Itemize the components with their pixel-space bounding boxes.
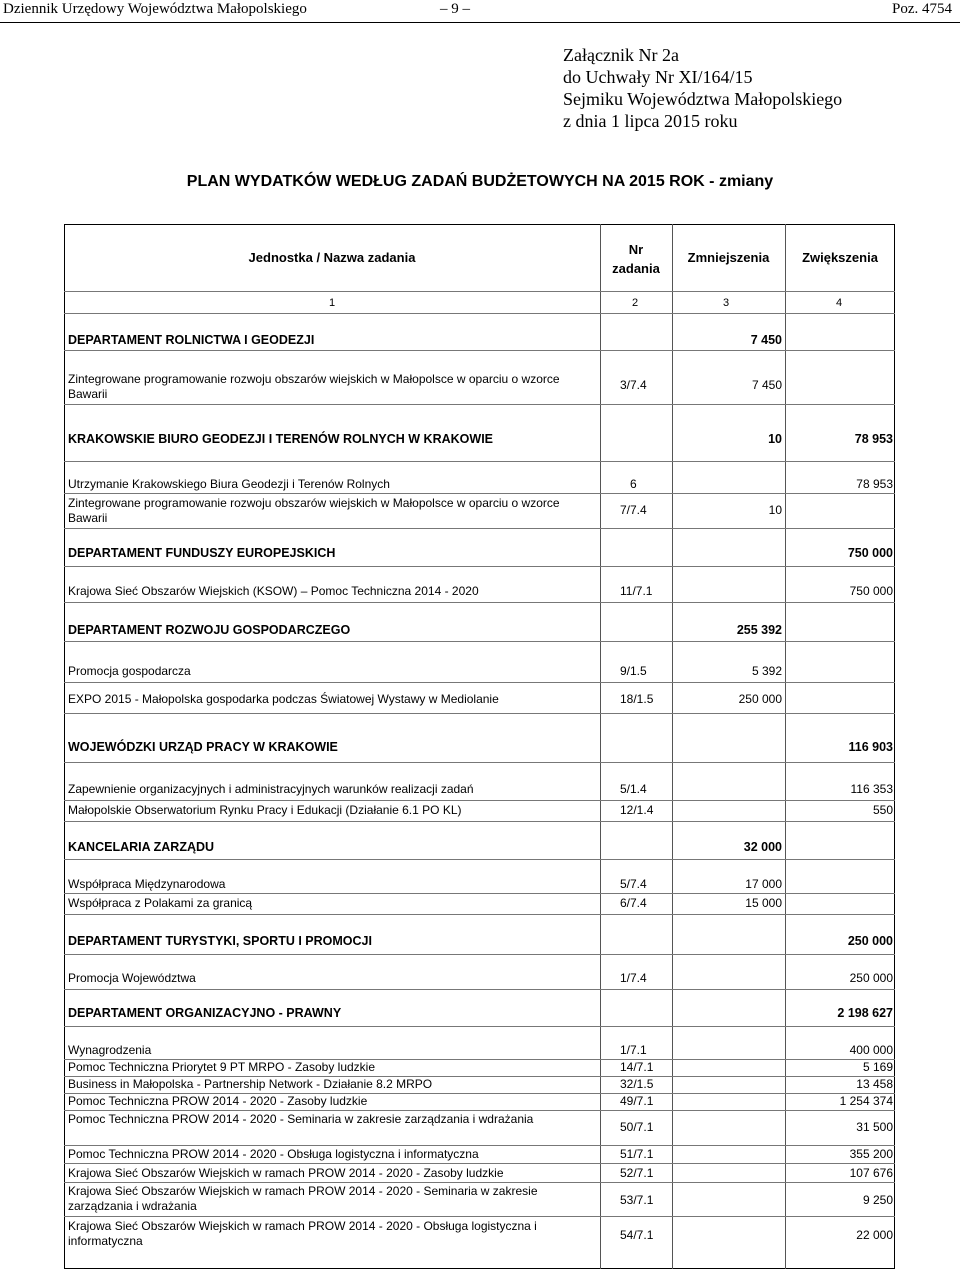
task-number: 5/1.4 bbox=[620, 782, 647, 796]
increase-value: 400 000 bbox=[849, 1043, 893, 1057]
decrease-value: 32 000 bbox=[743, 840, 782, 854]
row-divider bbox=[64, 493, 895, 494]
department-name: DEPARTAMENT ORGANIZACYJNO - PRAWNY bbox=[68, 1006, 342, 1020]
increase-value: 2 198 627 bbox=[837, 1006, 893, 1020]
department-name: DEPARTAMENT ROZWOJU GOSPODARCZEGO bbox=[68, 623, 351, 637]
task-name: Małopolskie Obserwatorium Rynku Pracy i Edukacji (Działanie 6.1 PO KL) bbox=[68, 803, 462, 817]
row-divider bbox=[64, 461, 895, 462]
task-number: 7/7.4 bbox=[620, 503, 647, 517]
increase-value: 116 353 bbox=[850, 782, 893, 796]
row-divider bbox=[64, 528, 895, 529]
task-name: EXPO 2015 - Małopolska gospodarka podczas Światowej Wystawy w Mediolanie bbox=[68, 692, 499, 706]
row-divider bbox=[64, 1145, 895, 1146]
increase-value: 31 500 bbox=[856, 1120, 893, 1134]
task-number: 54/7.1 bbox=[620, 1228, 654, 1242]
department-name: WOJEWÓDZKI URZĄD PRACY W KRAKOWIE bbox=[68, 740, 338, 754]
column-header-nr-line: zadania bbox=[612, 261, 660, 276]
position-number: Poz. 4754 bbox=[892, 1, 952, 17]
task-name: Zapewnienie organizacyjnych i administracyjnych warunków realizacji zadań bbox=[68, 782, 474, 796]
increase-value: 13 458 bbox=[856, 1077, 893, 1091]
increase-value: 355 200 bbox=[849, 1147, 893, 1161]
annex-block bbox=[563, 44, 842, 132]
task-name: Wynagrodzenia bbox=[68, 1043, 152, 1057]
row-divider bbox=[64, 713, 895, 714]
task-name: Krajowa Sieć Obszarów Wiejskich w ramach PROW 2014 - 2020 - Seminaria w zakresie zarządzania i wdrażania bbox=[68, 1184, 538, 1213]
task-number: 12/1.4 bbox=[620, 803, 654, 817]
row-divider bbox=[64, 800, 895, 801]
task-number: 53/7.1 bbox=[620, 1193, 654, 1207]
increase-value: 78 953 bbox=[854, 432, 893, 446]
page-number: – 9 – bbox=[440, 1, 470, 17]
column-divider bbox=[672, 224, 673, 1269]
document-title: PLAN WYDATKÓW WEDŁUG ZADAŃ BUDŻETOWYCH NA 2015 ROK - zmiany bbox=[186, 173, 774, 190]
column-header-name: Jednostka / Nazwa zadania bbox=[248, 250, 416, 265]
task-number: 11/7.1 bbox=[620, 584, 653, 598]
decrease-value: 10 bbox=[768, 432, 782, 446]
task-name: Promocja Województwa bbox=[68, 971, 196, 985]
column-divider bbox=[600, 224, 601, 1269]
decrease-value: 7 450 bbox=[751, 378, 782, 392]
row-divider bbox=[64, 893, 895, 894]
task-name: Krajowa Sieć Obszarów Wiejskich w ramach PROW 2014 - 2020 - Zasoby ludzkie bbox=[68, 1166, 504, 1180]
row-divider bbox=[64, 1026, 895, 1027]
row-divider bbox=[64, 859, 895, 860]
task-number: 50/7.1 bbox=[620, 1120, 654, 1134]
row-divider bbox=[64, 682, 895, 683]
column-number: 4 bbox=[836, 297, 843, 309]
decrease-value: 255 392 bbox=[736, 623, 782, 637]
row-divider bbox=[64, 1163, 895, 1164]
increase-value: 250 000 bbox=[849, 971, 893, 985]
task-name: Krajowa Sieć Obszarów Wiejskich (KSOW) – Pomoc Techniczna 2014 - 2020 bbox=[68, 584, 479, 598]
row-divider bbox=[64, 954, 895, 955]
task-number: 14/7.1 bbox=[620, 1060, 654, 1074]
task-name: Pomoc Techniczna PROW 2014 - 2020 - Seminaria w zakresie zarządzania i wdrażania bbox=[68, 1112, 534, 1126]
row-divider bbox=[64, 762, 895, 763]
page-header bbox=[0, 0, 960, 23]
department-name: DEPARTAMENT FUNDUSZY EUROPEJSKICH bbox=[68, 546, 336, 560]
column-header-nr-line: Nr bbox=[628, 242, 644, 257]
row-divider bbox=[64, 1110, 895, 1111]
task-number: 18/1.5 bbox=[620, 692, 654, 706]
task-number: 6 bbox=[630, 477, 637, 491]
increase-value: 550 bbox=[872, 803, 893, 817]
task-number: 6/7.4 bbox=[620, 896, 647, 910]
task-name: Pomoc Techniczna Priorytet 9 PT MRPO - Zasoby ludzkie bbox=[68, 1060, 376, 1074]
increase-value: 750 000 bbox=[847, 546, 893, 560]
increase-value: 1 254 374 bbox=[839, 1094, 893, 1108]
column-header-nr bbox=[600, 240, 672, 278]
increase-value: 78 953 bbox=[856, 477, 893, 491]
department-name: DEPARTAMENT TURYSTYKI, SPORTU I PROMOCJI bbox=[68, 934, 372, 948]
task-name: Krajowa Sieć Obszarów Wiejskich w ramach PROW 2014 - 2020 - Obsługa logistyczna i informatyczna bbox=[68, 1219, 537, 1248]
decrease-value: 7 450 bbox=[750, 333, 782, 347]
task-name: Współpraca Międzynarodowa bbox=[68, 877, 226, 891]
department-name: KRAKOWSKIE BIURO GEODEZJI I TERENÓW ROLNYCH W KRAKOWIE bbox=[68, 432, 493, 446]
increase-value: 22 000 bbox=[856, 1228, 893, 1242]
row-divider bbox=[64, 914, 895, 915]
column-number: 3 bbox=[723, 297, 730, 309]
task-number: 49/7.1 bbox=[620, 1094, 654, 1108]
row-divider bbox=[64, 641, 895, 642]
task-name: Pomoc Techniczna PROW 2014 - 2020 - Obsługa logistyczna i informatyczna bbox=[68, 1147, 479, 1161]
decrease-value: 17 000 bbox=[745, 877, 782, 891]
annex-line: Sejmiku Województwa Małopolskiego bbox=[563, 89, 843, 109]
task-number: 1/7.1 bbox=[620, 1043, 647, 1057]
task-number: 1/7.4 bbox=[620, 971, 647, 985]
task-name: Zintegrowane programowanie rozwoju obszarów wiejskich w Małopolsce w oparciu o wzorce Bawarii bbox=[68, 372, 560, 401]
decrease-value: 15 000 bbox=[745, 896, 782, 910]
decrease-value: 250 000 bbox=[738, 692, 782, 706]
row-divider bbox=[64, 350, 895, 351]
task-name: Business in Małopolska - Partnership Network - Działanie 8.2 MRPO bbox=[68, 1077, 433, 1091]
row-divider bbox=[64, 989, 895, 990]
annex-line: z dnia 1 lipca 2015 roku bbox=[563, 111, 738, 131]
journal-title: Dziennik Urzędowy Województwa Małopolskiego bbox=[3, 1, 307, 17]
task-number: 32/1.5 bbox=[620, 1077, 654, 1091]
task-name: Promocja gospodarcza bbox=[68, 664, 191, 678]
row-divider bbox=[64, 602, 895, 603]
column-number: 2 bbox=[632, 297, 639, 309]
task-name: Współpraca z Polakami za granicą bbox=[68, 896, 253, 910]
decrease-value: 10 bbox=[768, 503, 782, 517]
column-number: 1 bbox=[329, 297, 336, 309]
header-rule bbox=[64, 313, 895, 314]
column-header-decrease: Zmniejszenia bbox=[687, 250, 770, 265]
column-header-increase: Zwiększenia bbox=[802, 250, 878, 265]
task-number: 51/7.1 bbox=[620, 1147, 654, 1161]
row-divider bbox=[64, 1182, 895, 1183]
task-number: 52/7.1 bbox=[620, 1166, 654, 1180]
increase-value: 250 000 bbox=[847, 934, 893, 948]
increase-value: 750 000 bbox=[849, 584, 893, 598]
task-number: 3/7.4 bbox=[620, 378, 647, 392]
task-number: 9/1.5 bbox=[620, 664, 647, 678]
row-divider bbox=[64, 821, 895, 822]
header-rule bbox=[64, 291, 895, 292]
annex-line: Załącznik Nr 2a bbox=[563, 45, 679, 65]
task-name: Pomoc Techniczna PROW 2014 - 2020 - Zasoby ludzkie bbox=[68, 1094, 368, 1108]
row-divider bbox=[64, 566, 895, 567]
increase-value: 107 676 bbox=[849, 1166, 893, 1180]
increase-value: 116 903 bbox=[848, 740, 893, 754]
row-divider bbox=[64, 1216, 895, 1217]
row-divider bbox=[64, 404, 895, 405]
department-name: DEPARTAMENT ROLNICTWA I GEODEZJI bbox=[68, 333, 315, 347]
annex-line: do Uchwały Nr XI/164/15 bbox=[563, 67, 753, 87]
task-name: Utrzymanie Krakowskiego Biura Geodezji i Terenów Rolnych bbox=[68, 477, 390, 491]
column-divider bbox=[785, 224, 786, 1269]
task-number: 5/7.4 bbox=[620, 877, 647, 891]
decrease-value: 5 392 bbox=[751, 664, 782, 678]
increase-value: 5 169 bbox=[862, 1060, 893, 1074]
increase-value: 9 250 bbox=[862, 1193, 893, 1207]
task-name: Zintegrowane programowanie rozwoju obszarów wiejskich w Małopolsce w oparciu o wzorce Bawarii bbox=[68, 496, 560, 525]
department-name: KANCELARIA ZARZĄDU bbox=[68, 840, 215, 854]
